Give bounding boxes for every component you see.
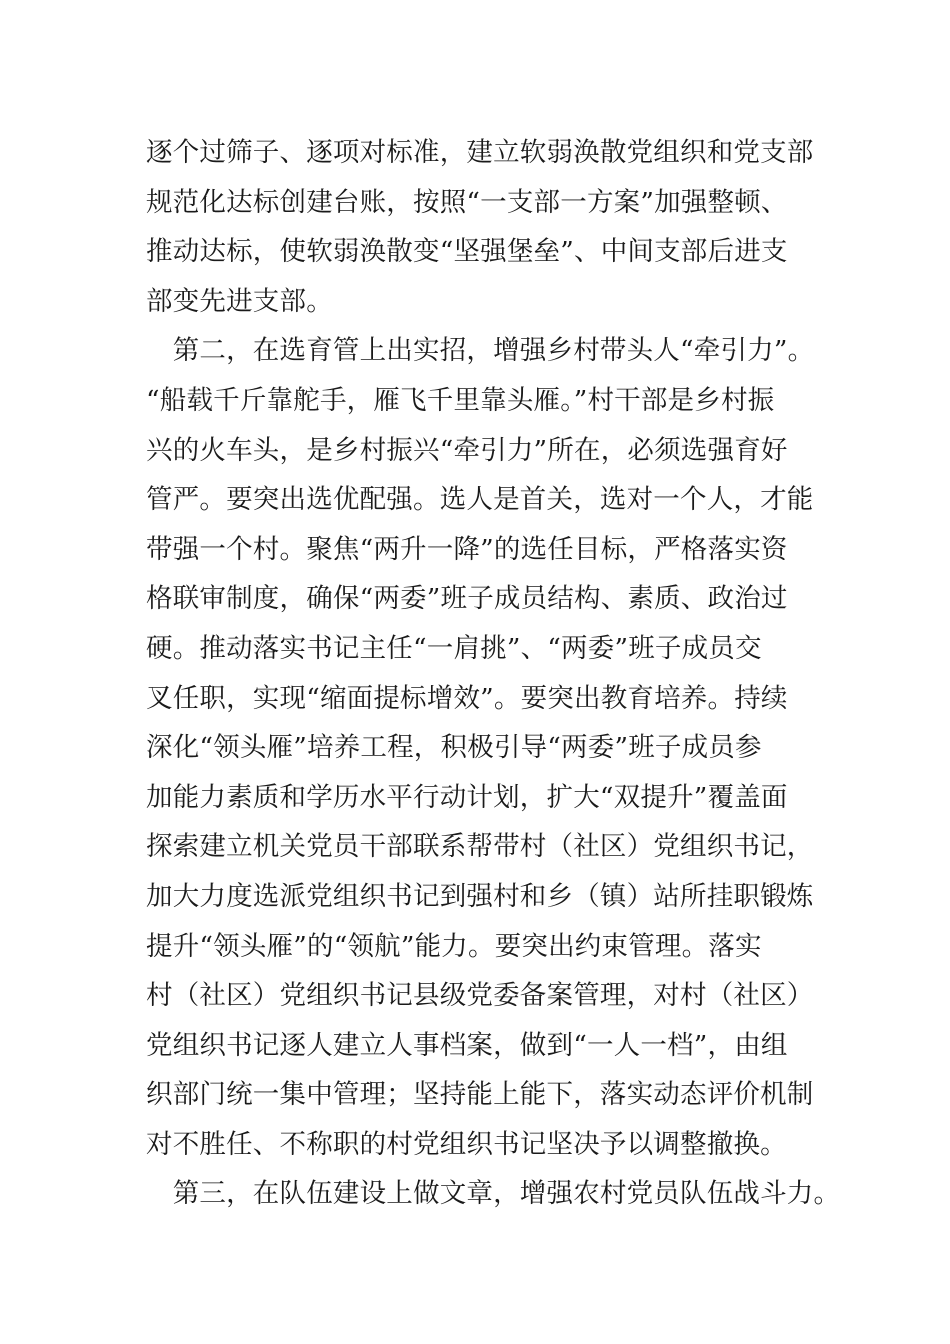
text-line-14: 加能力素质和学历水平行动计划，扩大“双提升”覆盖面 xyxy=(146,781,788,813)
text-line-9: 带强一个村。聚焦“两升一降”的选任目标，严格落实资 xyxy=(146,533,788,565)
text-line-15: 探索建立机关党员干部联系帮带村（社区）党组织书记， xyxy=(146,831,814,863)
text-line-7: 兴的火车头，是乡村振兴“牵引力”所在，必须选强育好 xyxy=(146,434,788,466)
text-line-4: 部变先进支部。 xyxy=(146,285,333,317)
text-line-16: 加大力度选派党组织书记到强村和乡（镇）站所挂职锻炼 xyxy=(146,880,814,912)
text-line-21: 对不胜任、不称职的村党组织书记坚决予以调整撤换。 xyxy=(146,1128,787,1160)
text-line-20: 织部门统一集中管理；坚持能上能下，落实动态评价机制 xyxy=(146,1079,814,1111)
text-line-2: 规范化达标创建台账，按照“一支部一方案”加强整顿、 xyxy=(146,186,788,218)
text-line-22: 第三，在队伍建设上做文章，增强农村党员队伍战斗力。 xyxy=(146,1178,841,1210)
text-line-17: 提升“领头雁”的“领航”能力。要突出约束管理。落实 xyxy=(146,930,762,962)
text-line-19: 党组织书记逐人建立人事档案，做到“一人一档”，由组 xyxy=(146,1029,788,1061)
text-line-11: 硬。推动落实书记主任“一肩挑”、“两委”班子成员交 xyxy=(146,632,762,664)
body-text xyxy=(146,128,841,1219)
text-line-6: “船载千斤靠舵手，雁飞千里靠头雁。”村干部是乡村振 xyxy=(146,384,775,416)
text-line-12: 叉任职，实现“缩面提标增效”。要突出教育培养。持续 xyxy=(146,682,788,714)
text-line-3: 推动达标，使软弱涣散变“坚强堡垒”、中间支部后进支 xyxy=(146,236,788,268)
text-line-1: 逐个过筛子、逐项对标准，建立软弱涣散党组织和党支部 xyxy=(146,137,814,168)
text-line-10: 格联审制度，确保“两委”班子成员结构、素质、政治过 xyxy=(146,583,788,615)
text-line-8: 管严。要突出选优配强。选人是首关，选对一个人，才能 xyxy=(146,484,814,516)
text-line-5: 第二，在选育管上出实招，增强乡村带头人“牵引力”。 xyxy=(146,335,815,367)
text-line-18: 村（社区）党组织书记县级党委备案管理，对村（社区） xyxy=(146,980,814,1012)
text-line-13: 深化“领头雁”培养工程，积极引导“两委”班子成员参 xyxy=(146,732,762,764)
